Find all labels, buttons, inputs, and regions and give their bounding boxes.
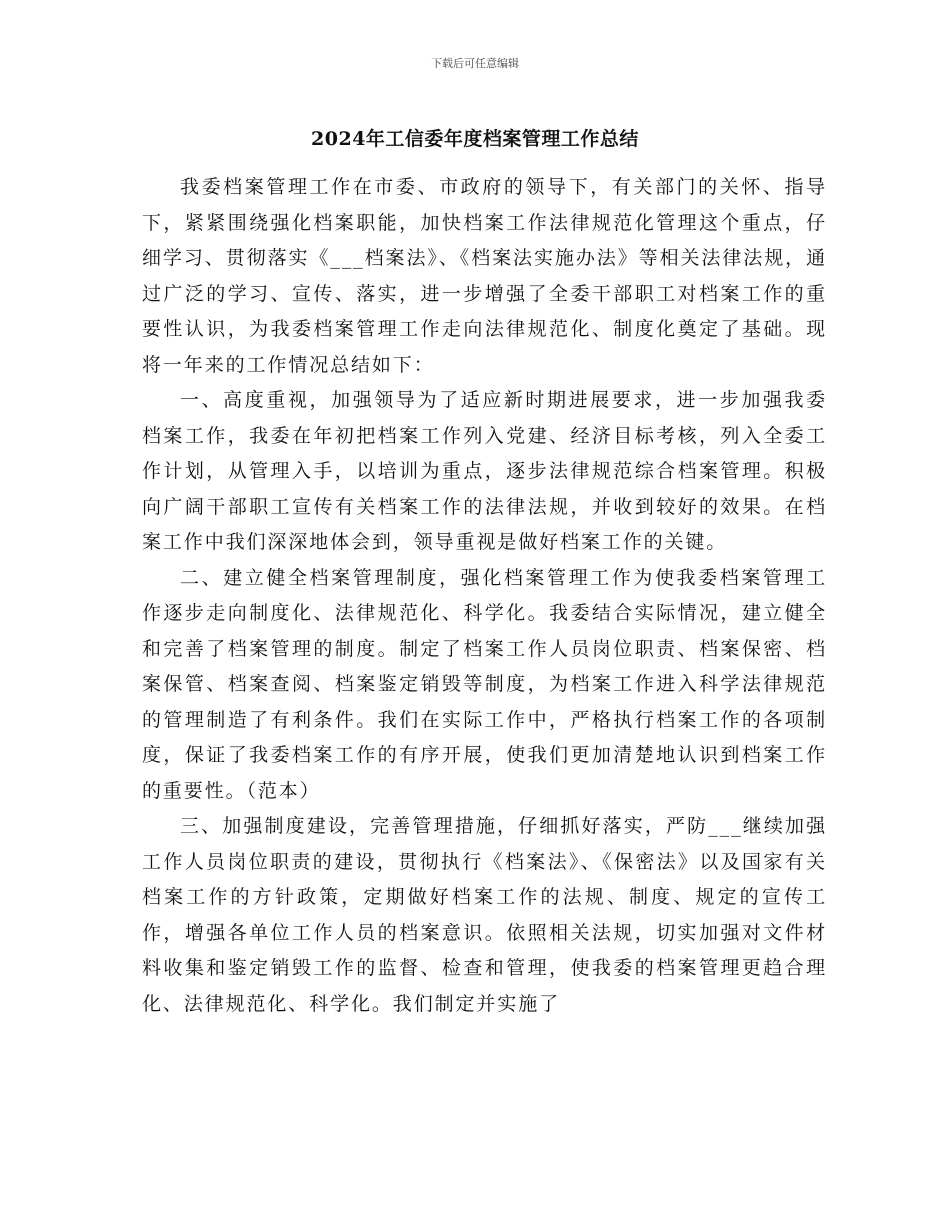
paragraph-section-1: 一、高度重视，加强领导为了适应新时期进展要求，进一步加强我委档案工作，我委在年初把档案工作列入党建、经济目标考核，列入全委工作计划，从管理入手，以培训为重点，逐步法律规范综合档案管理。积极向广阔干部职工宣传有关档案工作的法律法规，并收到较好的效果。在档案工作中我们深深地体会到，领导重视是做好档案工作的关键。 [142,389,827,553]
paragraph-section-2: 二、建立健全档案管理制度，强化档案管理工作为使我委档案管理工作逐步走向制度化、法律规范化、科学化。我委结合实际情况，建立健全和完善了档案管理的制度。制定了档案工作人员岗位职责、档案保密、档案保管、档案查阅、档案鉴定销毁等制度，为档案工作进入科学法律规范的管理制造了有利条件。我们在实际工作中，严格执行档案工作的各项制度，保证了我委档案工作的有序开展，使我们更加清楚地认识到档案工作的重要性。（范本） [142,566,827,802]
paragraph-section-3: 三、加强制度建设，完善管理措施，仔细抓好落实，严防___继续加强工作人员岗位职责的建设，贯彻执行《档案法》、《保密法》以及国家有关档案工作的方针政策，定期做好档案工作的法规、制度、规定的宣传工作，增强各单位工作人员的档案意识。依照相关法规，切实加强对文件材料收集和鉴定销毁工作的监督、检查和管理，使我委的档案管理更趋合理化、法律规范化、科学化。我们制定并实施了 [142,815,827,1015]
document-title: 2024年工信委年度档案管理工作总结 [311,128,639,150]
header-note: 下载后可任意编辑 [431,57,519,70]
paragraph-intro: 我委档案管理工作在市委、市政府的领导下，有关部门的关怀、指导下，紧紧围绕强化档案职能，加快档案工作法律规范化管理这个重点，仔细学习、贯彻落实《___档案法》、《档案法实施办法》等相关法律法规，通过广泛的学习、宣传、落实，进一步增强了全委干部职工对档案工作的重要性认识，为我委档案管理工作走向法律规范化、制度化奠定了基础。现将一年来的工作情况总结如下： [142,176,827,376]
document-body [142,170,827,1022]
